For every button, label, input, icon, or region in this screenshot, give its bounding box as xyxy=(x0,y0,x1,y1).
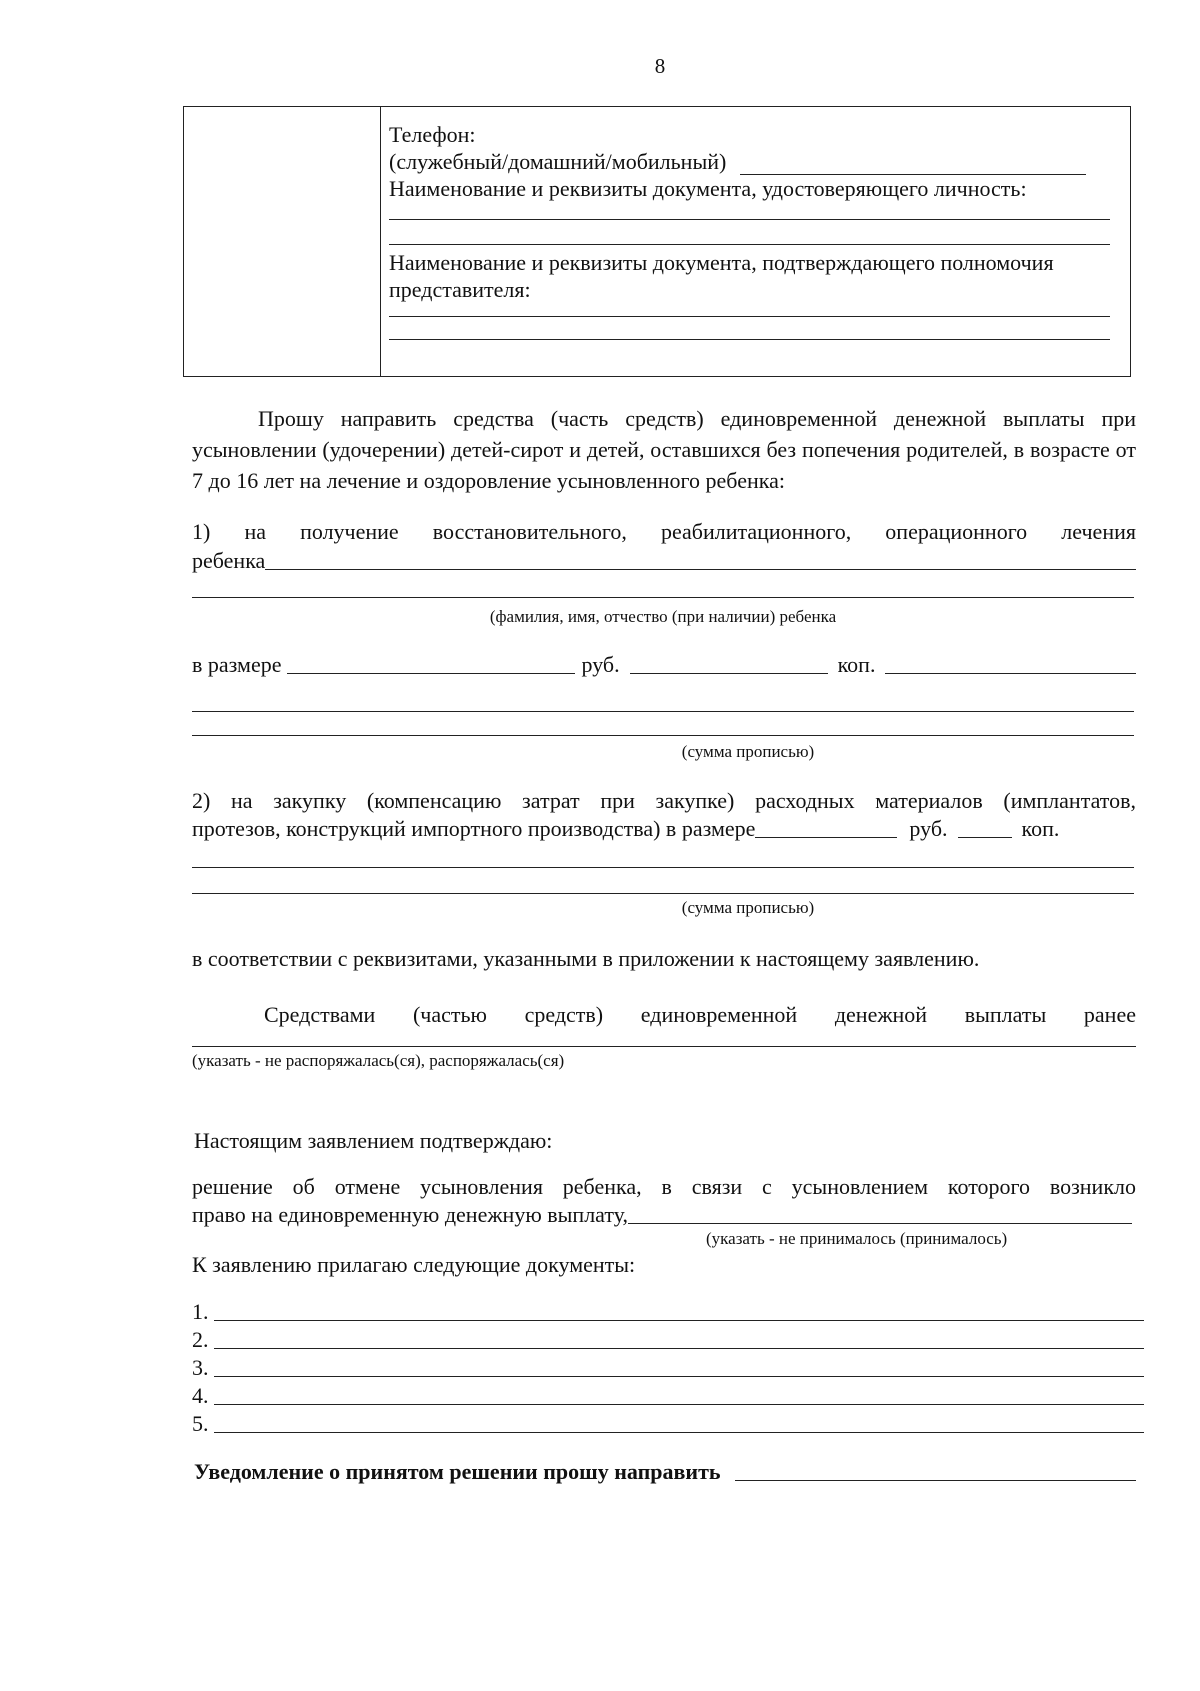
details-note: в соответствии с реквизитами, указанными в приложении к настоящему заявлению. xyxy=(192,946,980,971)
list-item-number: 3. xyxy=(192,1355,209,1380)
list-item-number: 2. xyxy=(192,1327,209,1352)
amount-row xyxy=(192,652,1136,678)
rep-doc-field-1[interactable] xyxy=(389,316,1110,317)
phone-row xyxy=(389,148,1122,175)
confirmation-caption: (указать - не принималось (принималось) xyxy=(706,1229,1008,1248)
confirmation-heading: Настоящим заявлением подтверждаю: xyxy=(194,1128,553,1153)
request-intro: Прошу направить средства (часть средств) единовременной денежной выплаты при усыновлении (удочерении) детей-сирот и детей, оставшихся без попечения родителей, в возрасте от 7 до 16 лет на лечение и оздоровление усыновленного ребенка: xyxy=(192,406,1136,493)
amount-kop-field[interactable] xyxy=(630,673,828,674)
list-item xyxy=(192,1409,1144,1437)
amount-words-field-2[interactable] xyxy=(192,735,1134,736)
list-item xyxy=(192,1353,1144,1381)
rub-label: руб. xyxy=(581,652,620,677)
amount-caption: (сумма прописью) xyxy=(681,742,815,761)
kop-label: коп. xyxy=(837,652,876,677)
item2-kop-label: коп. xyxy=(1021,816,1060,841)
prior-use-caption: (указать - не распоряжалась(ся), распоряжалась(ся) xyxy=(192,1051,565,1070)
list-item-number: 5. xyxy=(192,1411,209,1436)
phone-label: Телефон: xyxy=(389,122,476,147)
notification-field[interactable] xyxy=(735,1480,1136,1481)
amount-rub-field[interactable] xyxy=(287,673,575,674)
attachment-field-1[interactable] xyxy=(214,1320,1144,1321)
prior-use-field[interactable] xyxy=(192,1046,1136,1047)
child-name-caption: (фамилия, имя, отчество (при наличии) ребенка xyxy=(489,607,837,626)
child-name-field-2[interactable] xyxy=(192,597,1134,598)
item2-words-field-1[interactable] xyxy=(192,867,1134,868)
amount-label: в размере xyxy=(192,652,282,677)
child-name-field[interactable] xyxy=(265,569,1136,570)
item2-words-field-2[interactable] xyxy=(192,893,1134,894)
attachment-field-2[interactable] xyxy=(214,1348,1144,1349)
item2-text: 2) на закупку (компенсацию затрат при закупке) расходных материалов (имплантатов, xyxy=(192,788,1136,813)
attachment-field-4[interactable] xyxy=(214,1404,1144,1405)
rep-doc-label: Наименование и реквизиты документа, подтверждающего полномочия представителя: xyxy=(389,250,1054,302)
list-item xyxy=(192,1325,1144,1353)
item2-rub-label: руб. xyxy=(909,816,948,841)
item2-text2: протезов, конструкций импортного производства) в размере xyxy=(192,816,756,841)
id-doc-field-2[interactable] xyxy=(389,244,1110,245)
list-item-number: 1. xyxy=(192,1299,209,1324)
list-item xyxy=(192,1381,1144,1409)
notification-text: Уведомление о принятом решении прошу направить xyxy=(194,1459,721,1484)
list-item-number: 4. xyxy=(192,1383,209,1408)
amount-words-field-1[interactable] xyxy=(192,711,1134,712)
rep-doc-field-2[interactable] xyxy=(389,339,1110,340)
item1-text: 1) на получение восстановительного, реабилитационного, операционного лечения xyxy=(192,519,1136,544)
item2-caption: (сумма прописью) xyxy=(681,898,815,917)
confirmation-row xyxy=(192,1202,1132,1228)
id-doc-field-1[interactable] xyxy=(389,219,1110,220)
item2-rub-field[interactable] xyxy=(755,837,897,838)
table-left-cell xyxy=(184,107,381,376)
item1-child-row xyxy=(192,548,1136,574)
table-right-cell xyxy=(381,107,1130,376)
notification-row xyxy=(194,1459,1136,1485)
attachments-list xyxy=(192,1297,1144,1437)
id-doc-label: Наименование и реквизиты документа, удостоверяющего личность: xyxy=(389,176,1027,201)
prior-use-text: Средствами (частью средств) единовременной денежной выплаты ранее xyxy=(264,1002,1136,1027)
amount-extra-field[interactable] xyxy=(885,673,1136,674)
phone-types-label: (служебный/домашний/мобильный) xyxy=(389,149,727,174)
attachment-field-3[interactable] xyxy=(214,1376,1144,1377)
list-item xyxy=(192,1297,1144,1325)
cancellation-field[interactable] xyxy=(628,1223,1132,1224)
attachments-heading: К заявлению прилагаю следующие документы: xyxy=(192,1252,636,1277)
confirmation-text2: право на единовременную денежную выплату, xyxy=(192,1202,628,1227)
item2-amount-row xyxy=(192,816,1136,842)
confirmation-text1: решение об отмене усыновления ребенка, в связи с усыновлением которого возникло xyxy=(192,1174,1136,1199)
item2-kop-field[interactable] xyxy=(958,837,1012,838)
item1-child-label: ребенка xyxy=(192,548,266,573)
page-number: 8 xyxy=(654,54,666,78)
attachment-field-5[interactable] xyxy=(214,1432,1144,1433)
contact-info-table xyxy=(183,106,1131,377)
